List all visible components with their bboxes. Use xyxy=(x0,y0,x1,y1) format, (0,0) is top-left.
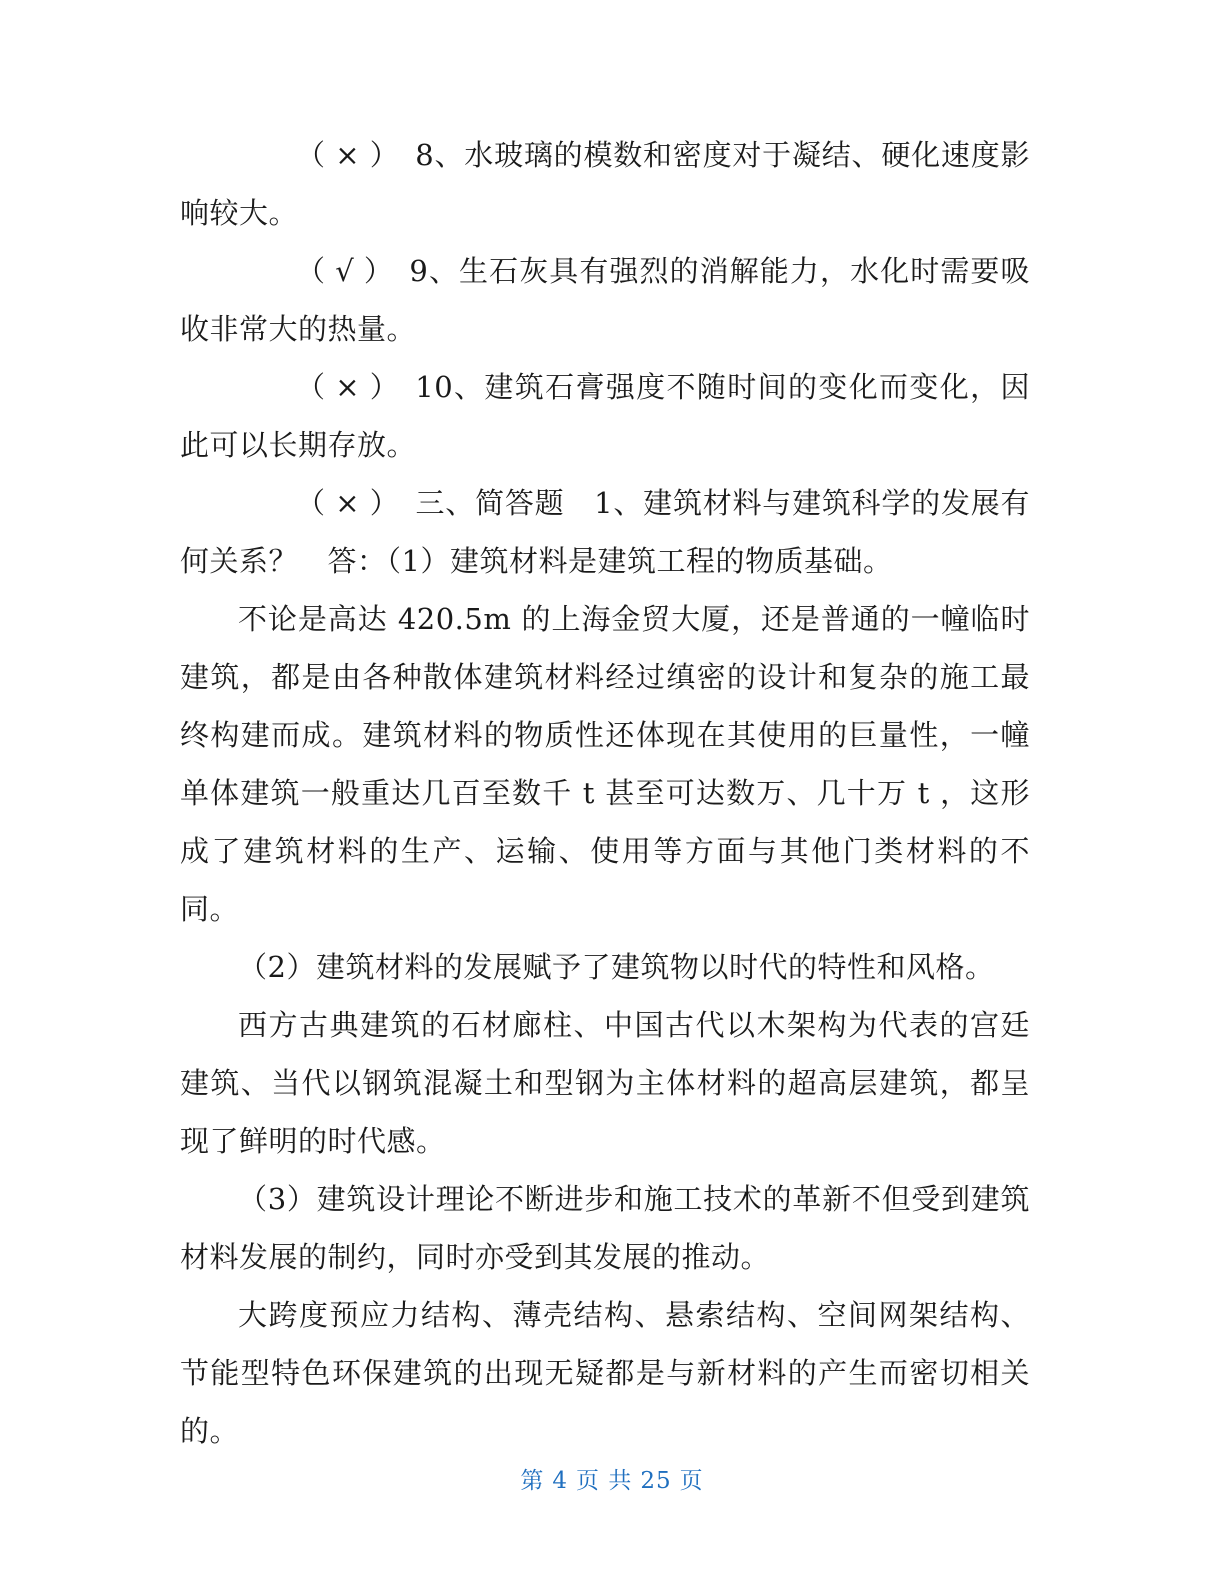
footer-suffix: 页 xyxy=(679,1468,704,1494)
body-paragraph: （3）建筑设计理论不断进步和施工技术的革新不但受到建筑材料发展的制约，同时亦受到其发展的推动。 xyxy=(180,1182,1030,1274)
question-text: 9、生石灰具有强烈的消解能力，水化时需要吸收非常大的热量。 xyxy=(180,254,1030,346)
answer-mark: （ × ） xyxy=(296,486,400,520)
short-answer-heading xyxy=(180,474,1030,590)
question-text: 10、建筑石膏强度不随时间的变化而变化，因此可以长期存放。 xyxy=(180,370,1030,462)
footer-middle: 页 共 xyxy=(576,1468,633,1494)
footer-prefix: 第 xyxy=(520,1468,545,1494)
question-text: 三、简答题 1、建筑材料与建筑科学的发展有何关系？ 答：（1）建筑材料是建筑工程的物质基础。 xyxy=(180,486,1030,578)
answer-item-8 xyxy=(180,126,1030,242)
answer-mark: （ √ ） xyxy=(296,254,394,288)
body-paragraph: （2）建筑材料的发展赋予了建筑物以时代的特性和风格。 xyxy=(238,950,995,984)
answer-mark: （ × ） xyxy=(296,370,400,404)
body-paragraph: 不论是高达 420.5m 的上海金贸大厦，还是普通的一幢临时建筑，都是由各种散体建筑材料经过缜密的设计和复杂的施工最终构建而成。建筑材料的物质性还体现在其使用的巨量性，一幢单体建筑一般重达几百至数千 t 甚至可达数万、几十万 t ，这形成了建筑材料的生产、运输、使用等方面与其他门类材料的不同。 xyxy=(180,602,1030,926)
document-body xyxy=(180,126,1030,1460)
page-number: 4 xyxy=(552,1468,569,1494)
body-paragraph: 西方古典建筑的石材廊柱、中国古代以木架构为代表的宫廷建筑、当代以钢筑混凝土和型钢为主体材料的超高层建筑，都呈现了鲜明的时代感。 xyxy=(180,1008,1030,1158)
total-pages: 25 xyxy=(640,1468,672,1494)
page-footer xyxy=(0,1462,1224,1495)
body-paragraph: 大跨度预应力结构、薄壳结构、悬索结构、空间网架结构、节能型特色环保建筑的出现无疑都是与新材料的产生而密切相关的。 xyxy=(180,1298,1030,1448)
answer-mark: （ × ） xyxy=(296,138,400,172)
answer-item-9 xyxy=(180,242,1030,358)
answer-item-10 xyxy=(180,358,1030,474)
question-text: 8、水玻璃的模数和密度对于凝结、硬化速度影响较大。 xyxy=(180,138,1030,230)
